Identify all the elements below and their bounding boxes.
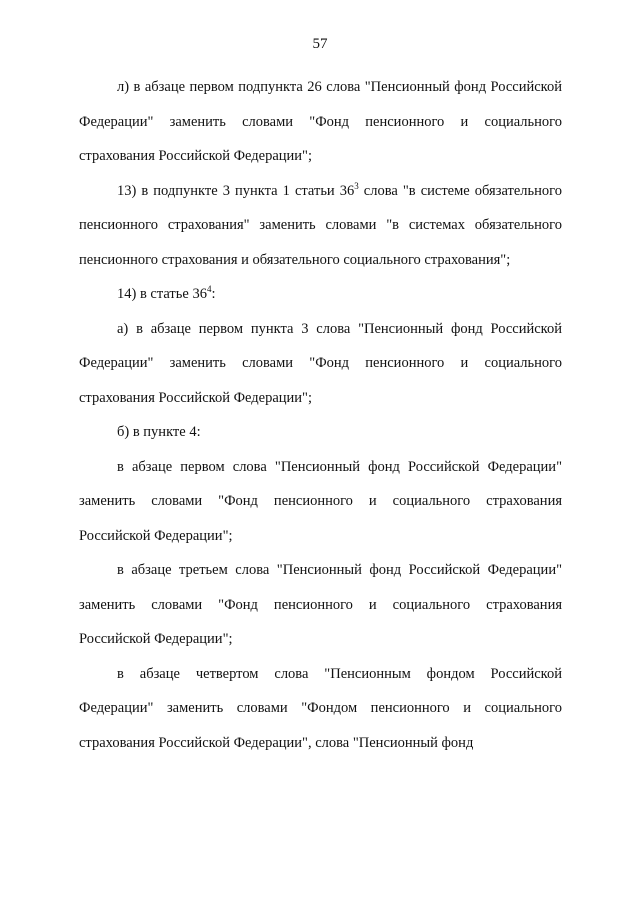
paragraph-text-after-superscript: : bbox=[211, 286, 216, 302]
paragraph-l-abzac-1-podpunkt-26: л) в абзаце первом подпункта 26 слова "Пенсионный фонд Российской Федерации" заменить словами "Фонд пенсионного и социального страхования Российской Федерации"; bbox=[79, 79, 562, 164]
paragraph-abzac-chetvertyj: в абзаце четвертом слова "Пенсионным фондом Российской Федерации" заменить словами "Фондом пенсионного и социального страхования Российской Федерации", слова "Пенсионный фонд bbox=[79, 665, 562, 751]
document-body bbox=[79, 70, 562, 760]
paragraph-14-statya-36-4 bbox=[79, 277, 562, 312]
paragraph-text-before-superscript: 14) в статье 36 bbox=[117, 286, 207, 302]
page-number: 57 bbox=[312, 36, 328, 52]
paragraph-a-punkt-3: а) в абзаце первом пункта 3 слова "Пенсионный фонд Российской Федерации" заменить словами "Фонд пенсионного и социального страхования Российской Федерации"; bbox=[79, 320, 562, 406]
paragraph-13-statya-36-3 bbox=[79, 174, 562, 278]
paragraph-abzac-tretij: в абзаце третьем слова "Пенсионный фонд Российской Федерации" заменить словами "Фонд пенсионного и социального страхования Российской Федерации"; bbox=[79, 562, 562, 647]
paragraph-text-after-superscript: слова "в системе обязательного пенсионного страхования" заменить словами "в системах обязательного пенсионного страхования и обязательного социального страхования"; bbox=[79, 182, 562, 268]
paragraph-text-before-superscript: 13) в подпункте 3 пункта 1 статьи 36 bbox=[117, 182, 355, 199]
paragraph-b-punkt-4: б) в пункте 4: bbox=[117, 424, 201, 440]
article-superscript: 3 bbox=[354, 180, 359, 191]
article-superscript: 4 bbox=[206, 284, 212, 294]
paragraph-abzac-pervyj: в абзаце первом слова "Пенсионный фонд Российской Федерации" заменить словами "Фонд пенсионного и социального страхования Российской Федерации"; bbox=[79, 458, 562, 544]
